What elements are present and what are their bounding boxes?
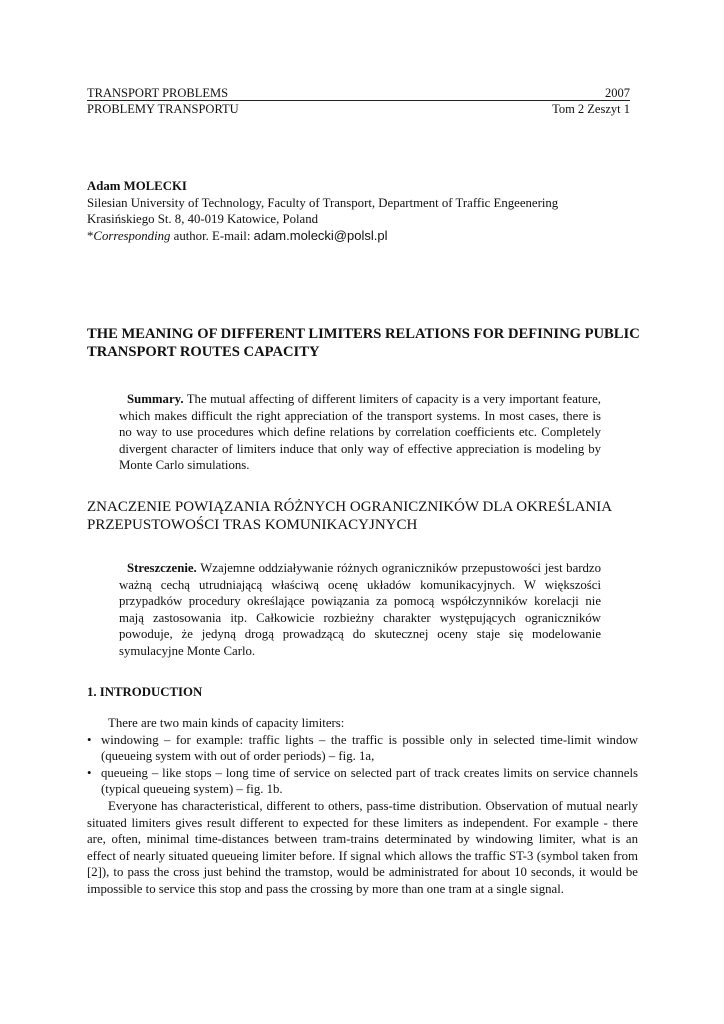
- journal-year: 2007: [605, 86, 630, 100]
- list-item: [87, 732, 638, 765]
- bullet-icon: •: [87, 732, 92, 747]
- corresponding-asterisk: *: [87, 228, 94, 243]
- summary-text: The mutual affecting of different limiters of capacity is a very important feature, which makes difficult the right appreciation of the transport systems. In most cases, there is no way to use procedures which define relations by correlation coefficients etc. Completely divergent character of limiters induce that only way of effective appreciation is modeling by Monte Carlo simulations.: [119, 392, 601, 473]
- author-block: [87, 178, 647, 244]
- streszczenie-abstract: [119, 560, 601, 660]
- list-item: [87, 765, 638, 798]
- summary-abstract: [119, 391, 601, 474]
- author-affiliation: Silesian University of Technology, Faculty of Transport, Department of Traffic Engeenering: [87, 195, 559, 210]
- author-name: Adam MOLECKI: [87, 179, 187, 193]
- journal-volume: Tom 2 Zeszyt 1: [552, 102, 630, 116]
- intro-paragraph: Everyone has characteristical, different to others, pass-time distribution. Observation of mutual nearly situated limiters gives result different to expected for these limiters as independent. For example - there are, often, minimal time-distances between tram-trains determinated by windowing limiter, what is an effect of nearly situated queueing limiter before. If signal which allows the traffic ST-3 (symbol taken from [2]), to pass the cross just behind the tramstop, would be administrated for about 10 seconds, it would be impossible to service this stop and pass the crossing by more than one tram at a single signal.: [87, 798, 638, 896]
- corresponding-word: Corresponding: [93, 228, 171, 243]
- journal-title-pl: PROBLEMY TRANSPORTU: [87, 102, 239, 116]
- paper-title-en: THE MEANING OF DIFFERENT LIMITERS RELATIONS FOR DEFINING PUBLIC TRANSPORT ROUTES CAPACITY: [87, 326, 640, 360]
- intro-lead-sentence: There are two main kinds of capacity limiters:: [108, 716, 345, 730]
- journal-title-en: TRANSPORT PROBLEMS: [87, 86, 229, 100]
- streszczenie-label: Streszczenie.: [127, 561, 197, 575]
- bullet-icon: •: [87, 765, 92, 780]
- section-heading-introduction: 1. INTRODUCTION: [87, 685, 203, 699]
- summary-label: Summary.: [127, 392, 184, 406]
- list-item-text: queueing – like stops – long time of service on selected part of track creates limits on service channels (typical queueing system) – fig. 1b.: [101, 765, 638, 797]
- paper-title-pl: ZNACZENIE POWIĄZANIA RÓŻNYCH OGRANICZNIKÓW DLA OKREŚLANIA PRZEPUSTOWOŚCI TRAS KOMUNIKACYJNYCH: [87, 499, 612, 533]
- header-rule: [87, 100, 630, 101]
- limiter-kinds-list: [87, 732, 638, 798]
- email-label: author. E-mail:: [170, 228, 254, 243]
- author-address: Krasińskiego St. 8, 40-019 Katowice, Poland: [87, 212, 319, 226]
- corresponding-line: [87, 228, 647, 245]
- author-email-link[interactable]: adam.molecki@polsl.pl: [253, 227, 388, 243]
- running-header-bottom: [87, 102, 630, 117]
- streszczenie-text: Wzajemne oddziaływanie różnych ograniczników przepustowości jest bardzo ważną cechą utrudniającą właściwą ocenę układów komunikacyjnych. W większości przypadków procedury określające powiązania za pomocą współczynników korelacji nie mają zastosowania itp. Całkowicie rozbieżny charakter występujących ograniczników powoduje, że jedyną drogą prowadzącą do skutecznej oceny staje się modelowanie symulacyjne Monte Carlo.: [119, 561, 601, 658]
- running-header-top: [87, 86, 630, 101]
- list-item-text: windowing – for example: traffic lights – the traffic is possible only in selected time-limit window (queueing system with out of order periods) – fig. 1a,: [101, 732, 638, 764]
- introduction-body: [87, 715, 638, 898]
